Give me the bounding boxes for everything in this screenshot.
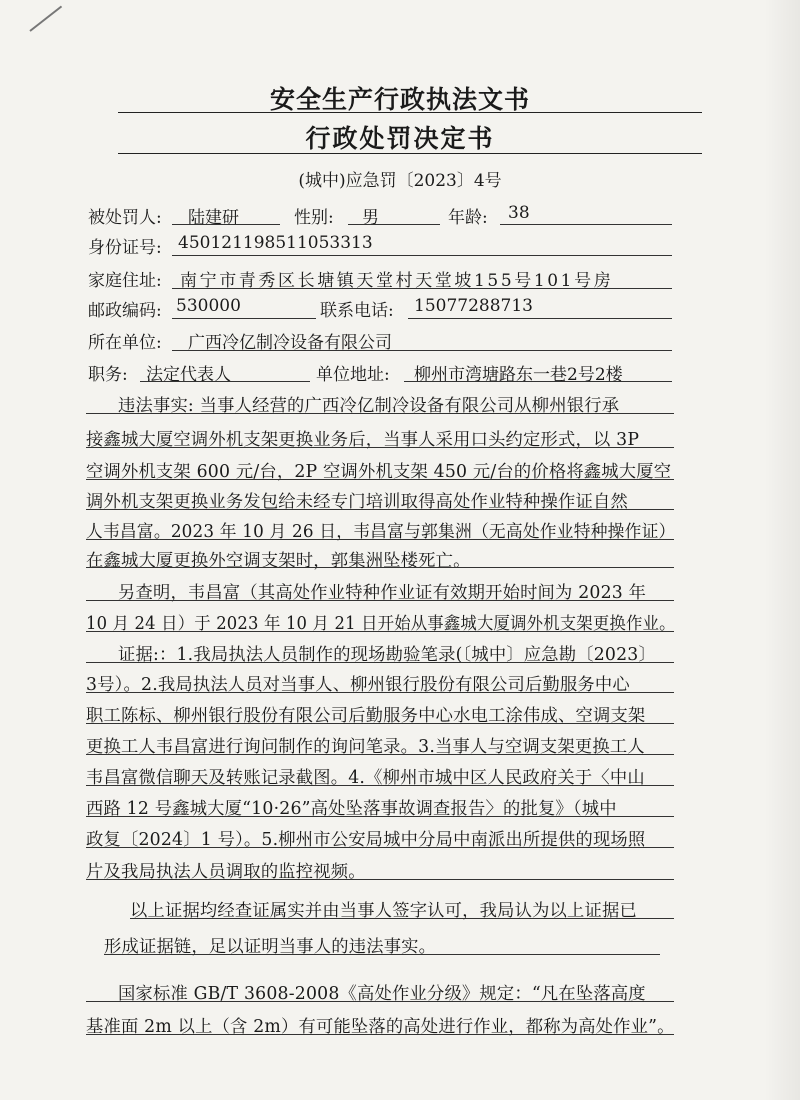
name-underline: [172, 224, 280, 225]
line-underline: [86, 447, 674, 448]
phone-value: 15077288713: [414, 296, 533, 316]
work-address-underline: [404, 381, 672, 382]
line-underline: [86, 1034, 674, 1035]
line-underline: [86, 479, 674, 480]
work-address-value: 柳州市湾塘路东一巷2号2楼: [414, 365, 623, 385]
subtitle-underline: [118, 153, 702, 154]
line-underline: [86, 847, 674, 848]
violation-line: 调外机支架更换业务发包给未经专门培训取得高处作业特种操作证自然: [86, 492, 628, 512]
postcode-underline: [172, 318, 316, 319]
line-underline: [86, 662, 674, 663]
standard-line: 国家标准 GB/T 3608-2008《高处作业分级》规定：“凡在坠落高度: [118, 984, 646, 1004]
age-value: 38: [508, 203, 530, 223]
gender-label: 性别:: [294, 208, 334, 228]
line-underline: [86, 723, 674, 724]
document-number: (城中)应急罚〔2023〕4号: [298, 171, 502, 191]
additional-line: 另查明，韦昌富（其高处作业特种作业证有效期开始时间为 2023 年: [118, 583, 647, 603]
additional-line: 10 月 24 日）于 2023 年 10 月 21 日开始从事鑫城大厦调外机支架更换作业。: [86, 614, 676, 634]
age-label: 年龄:: [448, 208, 488, 228]
employer-underline: [172, 350, 672, 351]
address-label: 家庭住址:: [88, 271, 162, 291]
gender-underline: [348, 224, 440, 225]
employer-label: 所在单位:: [88, 333, 162, 353]
line-underline: [86, 567, 674, 568]
line-underline: [130, 918, 674, 919]
line-underline: [86, 600, 674, 601]
work-address-label: 单位地址:: [316, 365, 390, 385]
postcode-label: 邮政编码:: [88, 301, 162, 321]
line-underline: [86, 816, 674, 817]
phone-label: 联系电话:: [320, 301, 394, 321]
id-value: 450121198511053313: [178, 233, 373, 253]
document-title: 行政处罚决定书: [305, 124, 495, 153]
id-label: 身份证号:: [88, 238, 162, 258]
line-underline: [86, 509, 674, 510]
position-underline: [140, 381, 310, 382]
evidence-line: 片及我局执法人员调取的监控视频。: [86, 862, 366, 882]
standard-line: 基准面 2m 以上（含 2m）有可能坠落的高处进行作业，都称为高处作业”。: [86, 1017, 675, 1037]
violation-line: 接鑫城大厦空调外机支架更换业务后，当事人采用口头约定形式，以 3P: [86, 430, 640, 450]
id-underline: [172, 255, 672, 256]
postcode-value: 530000: [176, 296, 241, 316]
evidence-line: 更换工人韦昌富进行询问制作的询问笔录。3.当事人与空调支架更换工人: [86, 737, 645, 757]
line-underline: [104, 954, 660, 955]
violation-line: 人韦昌富。2023 年 10 月 26 日，韦昌富与郭集洲（无高处作业特种操作证）: [86, 522, 676, 542]
title-underline: [118, 112, 702, 113]
age-underline: [500, 224, 672, 225]
employer-value: 广西冷亿制冷设备有限公司: [188, 333, 392, 353]
confirm-line: 形成证据链，足以证明当事人的违法事实。: [104, 937, 437, 957]
scan-mark: [29, 6, 62, 32]
violation-line: 空调外机支架 600 元/台，2P 空调外机支架 450 元/台的价格将鑫城大厦空: [86, 462, 672, 482]
line-underline: [86, 539, 674, 540]
evidence-line: 西路 12 号鑫城大厦“10·26”高处坠落事故调查报告〉的批复》（城中: [86, 799, 617, 819]
violation-line: 违法事实: 当事人经营的广西冷亿制冷设备有限公司从柳州银行承: [118, 396, 620, 416]
line-underline: [86, 692, 674, 693]
position-value: 法定代表人: [146, 365, 231, 385]
line-underline: [86, 1001, 674, 1002]
confirm-line: 以上证据均经查证属实并由当事人签字认可，我局认为以上证据已: [130, 901, 637, 921]
line-underline: [86, 879, 674, 880]
phone-underline: [408, 318, 672, 319]
address-value: 南宁市青秀区长塘镇天堂村天堂坡155号101号房: [180, 271, 614, 291]
name-label: 被处罚人:: [88, 208, 162, 228]
evidence-line: 证据:：1.我局执法人员制作的现场勘验笔录(〔城中〕应急勘〔2023〕: [118, 645, 656, 665]
document-series-title: 安全生产行政执法文书: [269, 85, 530, 114]
evidence-line: 3号）。2.我局执法人员对当事人、柳州银行股份有限公司后勤服务中心: [86, 675, 630, 695]
line-underline: [86, 785, 674, 786]
evidence-line: 政复〔2024〕1 号）。5.柳州市公安局城中分局中南派出所提供的现场照: [86, 830, 646, 850]
evidence-line: 职工陈标、柳州银行股份有限公司后勤服务中心水电工涂伟成、空调支架: [86, 706, 646, 726]
line-underline: [86, 754, 674, 755]
violation-line: 在鑫城大厦更换外空调支架时，郭集洲坠楼死亡。: [86, 551, 471, 571]
address-underline: [172, 288, 672, 289]
line-underline: [86, 631, 674, 632]
name-value: 陆建研: [188, 208, 239, 228]
gender-value: 男: [362, 208, 379, 228]
evidence-line: 韦昌富微信聊天及转账记录截图。4.《柳州市城中区人民政府关于〈中山: [86, 768, 645, 788]
scan-page-edge: [764, 0, 800, 1100]
line-underline: [86, 413, 674, 414]
position-label: 职务:: [88, 365, 128, 385]
